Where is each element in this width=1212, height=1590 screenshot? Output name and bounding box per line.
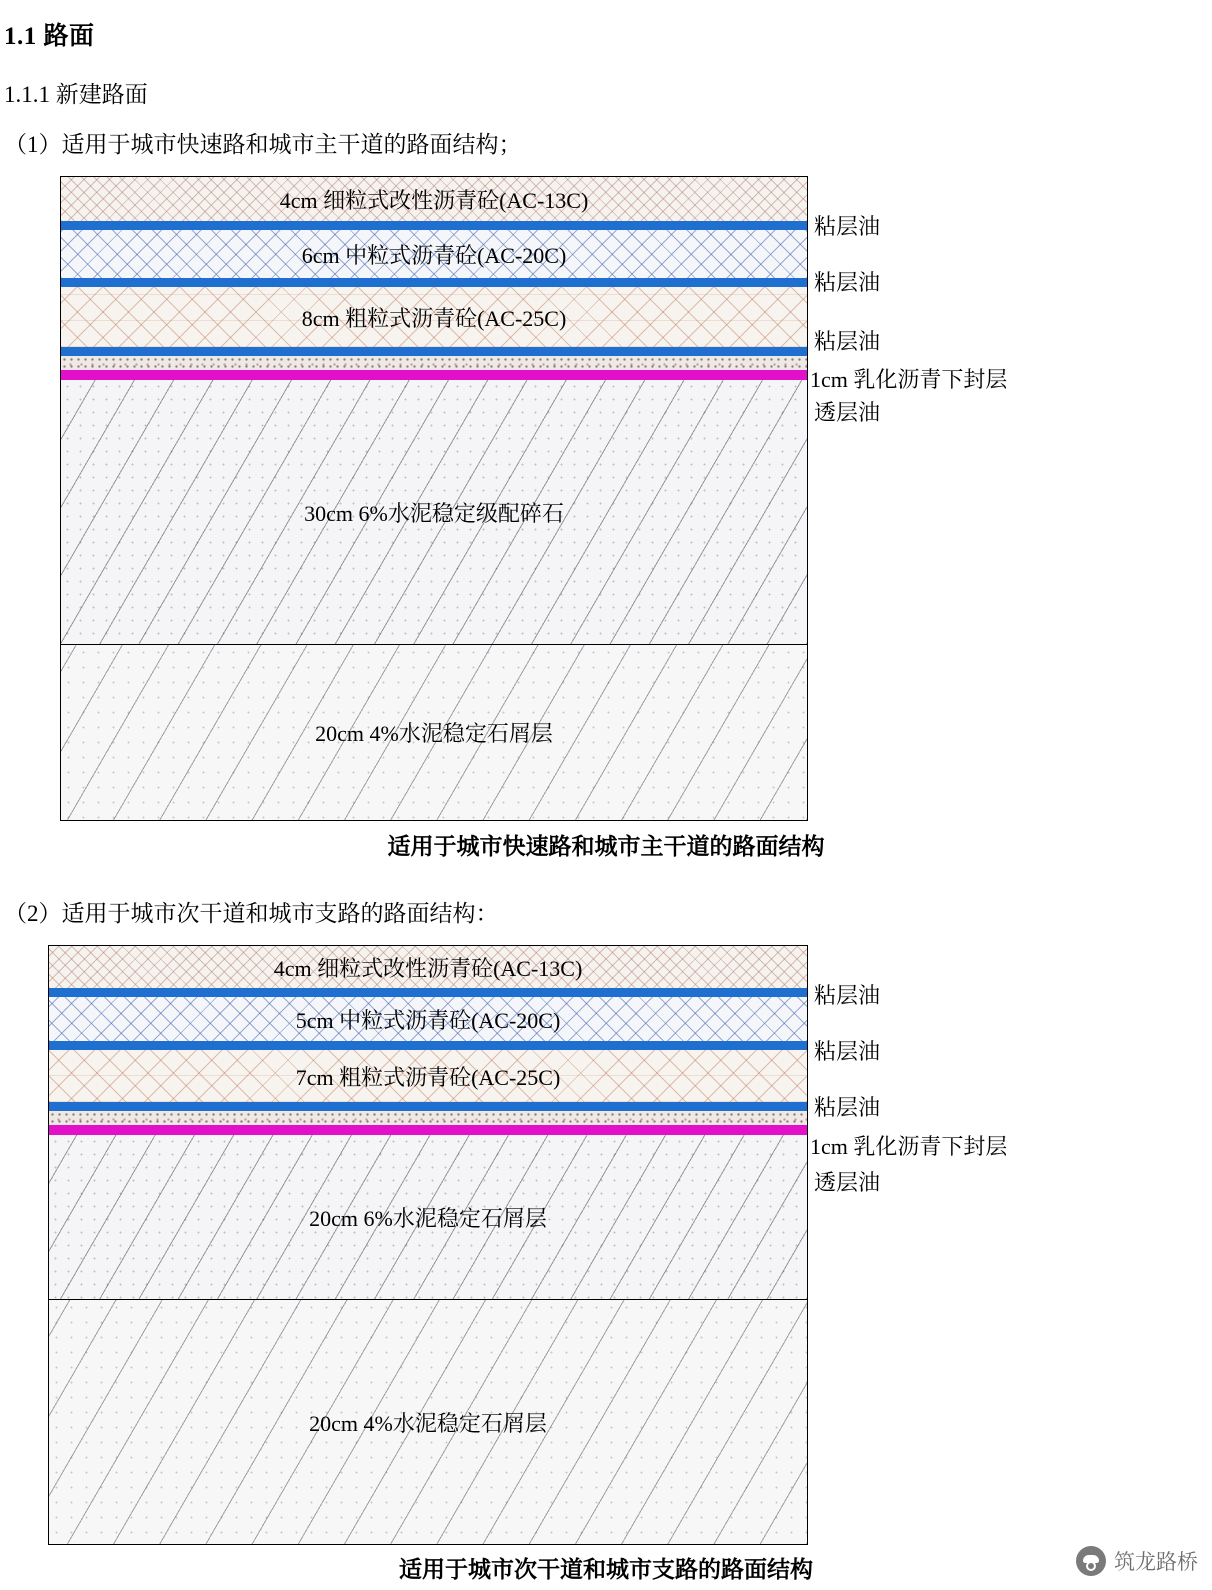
layer-cement-stabilized-graded-gravel: 30cm 6%水泥稳定级配碎石 [61,380,807,645]
annotation-tack-coat-1: 粘层油 [814,983,881,1008]
layer-tack-coat-band [49,988,807,997]
annotation-seal-coat: 1cm 乳化沥青下封层 [810,367,1008,392]
annotation-tack-coat-2: 粘层油 [814,1039,881,1064]
watermark-label: 筑龙路桥 [1114,1550,1198,1574]
layer-prime-coat-band [61,370,807,380]
subsection-heading: 1.1.1 新建路面 [4,82,148,107]
pavement-structure-diagram-2 [48,945,808,1545]
layer-seal-coat [49,1111,807,1125]
layer-cement-stabilized-chippings: 20cm 4%水泥稳定石屑层 [61,645,807,820]
layer-tack-coat-band [49,1041,807,1050]
layer-tack-coat-band [61,278,807,287]
layer-tack-coat-band [61,347,807,356]
annotation-tack-coat-3: 粘层油 [814,1095,881,1120]
layer-medium-asphalt: 6cm 中粒式沥青砼(AC-20C) [61,230,807,278]
wechat-account-icon [1076,1546,1106,1576]
layer-cement-stabilized-chippings-6: 20cm 6%水泥稳定石屑层 [49,1135,807,1300]
layer-medium-asphalt: 5cm 中粒式沥青砼(AC-20C) [49,997,807,1041]
layer-coarse-asphalt: 7cm 粗粒式沥青砼(AC-25C) [49,1050,807,1102]
layer-tack-coat-band [49,1102,807,1111]
item-2-caption: （2）适用于城市次干道和城市支路的路面结构： [4,901,499,926]
figure-1-caption: 适用于城市快速路和城市主干道的路面结构 [387,834,825,859]
figure-2-caption: 适用于城市次干道和城市支路的路面结构 [399,1557,813,1582]
annotation-tack-coat-2: 粘层油 [814,270,881,295]
layer-seal-coat [61,356,807,370]
annotation-tack-coat-3: 粘层油 [814,329,881,354]
watermark [1076,1546,1198,1576]
pavement-structure-diagram-1 [60,176,808,821]
layer-prime-coat-band [49,1125,807,1135]
layer-fine-asphalt: 4cm 细粒式改性沥青砼(AC-13C) [61,177,807,221]
annotation-tack-coat-1: 粘层油 [814,214,881,239]
layer-coarse-asphalt: 8cm 粗粒式沥青砼(AC-25C) [61,287,807,347]
item-1-caption: （1）适用于城市快速路和城市主干道的路面结构； [4,132,522,157]
annotation-seal-coat: 1cm 乳化沥青下封层 [810,1134,1008,1159]
layer-fine-asphalt: 4cm 细粒式改性沥青砼(AC-13C) [49,946,807,988]
page-title: 1.1 路面 [4,23,95,50]
annotation-prime-coat: 透层油 [814,1170,881,1195]
annotation-prime-coat: 透层油 [814,400,881,425]
layer-tack-coat-band [61,221,807,230]
layer-cement-stabilized-chippings-4: 20cm 4%水泥稳定石屑层 [49,1300,807,1544]
